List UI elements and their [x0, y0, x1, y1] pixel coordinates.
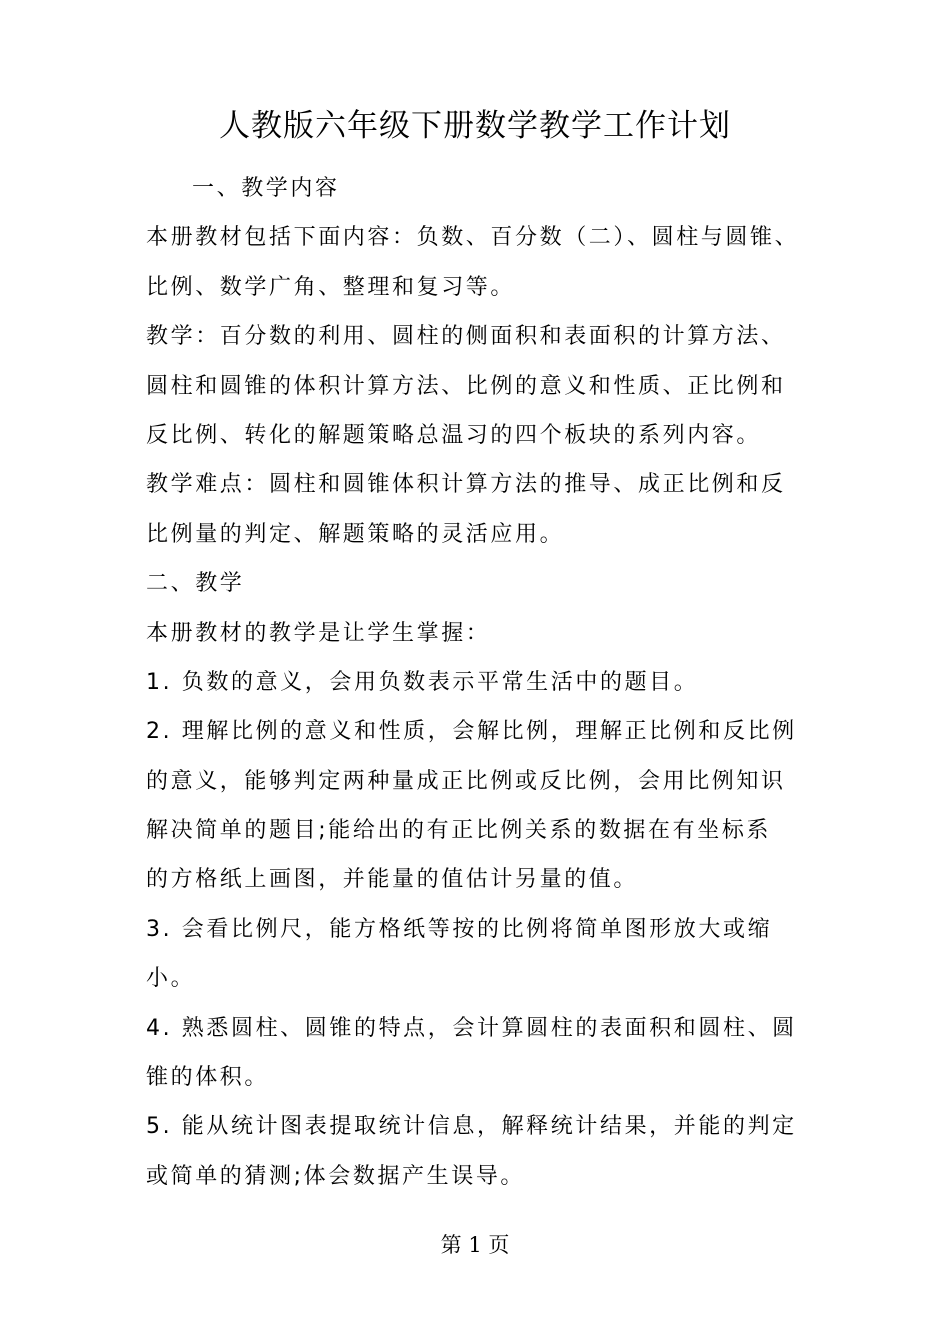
paragraph-line: 本册教材包括下面内容：负数、百分数（二）、圆柱与圆锥、 — [146, 225, 800, 251]
paragraph-line: 本册教材的教学是让学生掌握： — [146, 620, 491, 646]
section-heading: 二、教学 — [146, 571, 245, 597]
list-item-continuation: 解决简单的题目;能给出的有正比例关系的数据在有坐标系 — [146, 818, 772, 844]
paragraph-line: 反比例、转化的解题策略总温习的四个板块的系列内容。 — [146, 422, 762, 448]
list-item: 4. 熟悉圆柱、圆锥的特点，会计算圆柱的表面积和圆柱、圆 — [146, 1015, 797, 1041]
list-item: 1. 负数的意义，会用负数表示平常生活中的题目。 — [146, 669, 699, 695]
paragraph-line: 比例量的判定、解题策略的灵活应用。 — [146, 521, 565, 547]
list-item: 3. 会看比例尺，能方格纸等按的比例将简单图形放大或缩 — [146, 916, 773, 942]
paragraph-line: 教学难点：圆柱和圆锥体积计算方法的推导、成正比例和反 — [146, 472, 786, 498]
paragraph-line: 比例、数学广角、整理和复习等。 — [146, 274, 516, 300]
list-item-continuation: 的意义，能够判定两种量成正比例或反比例，会用比例知识 — [146, 768, 786, 794]
paragraph-line: 教学：百分数的利用、圆柱的侧面积和表面积的计算方法、 — [146, 324, 786, 350]
document-body — [146, 164, 810, 1201]
section-heading: 一、教学内容 — [192, 176, 340, 201]
list-item-continuation: 或简单的猜测;体会数据产生误导。 — [146, 1163, 526, 1189]
document-title: 人教版六年级下册数学教学工作计划 — [219, 108, 731, 144]
list-item: 2. 理解比例的意义和性质，会解比例，理解正比例和反比例 — [146, 719, 797, 745]
paragraph-line: 圆柱和圆锥的体积计算方法、比例的意义和性质、正比例和 — [146, 373, 786, 399]
list-item-continuation: 的方格纸上画图，并能量的值估计另量的值。 — [146, 867, 639, 893]
list-item-continuation: 小。 — [146, 966, 196, 992]
list-item-continuation: 锥的体积。 — [146, 1065, 270, 1091]
page-number: 第 1 页 — [440, 1233, 510, 1257]
list-item: 5. 能从统计图表提取统计信息，解释统计结果，并能的判定 — [146, 1114, 797, 1140]
